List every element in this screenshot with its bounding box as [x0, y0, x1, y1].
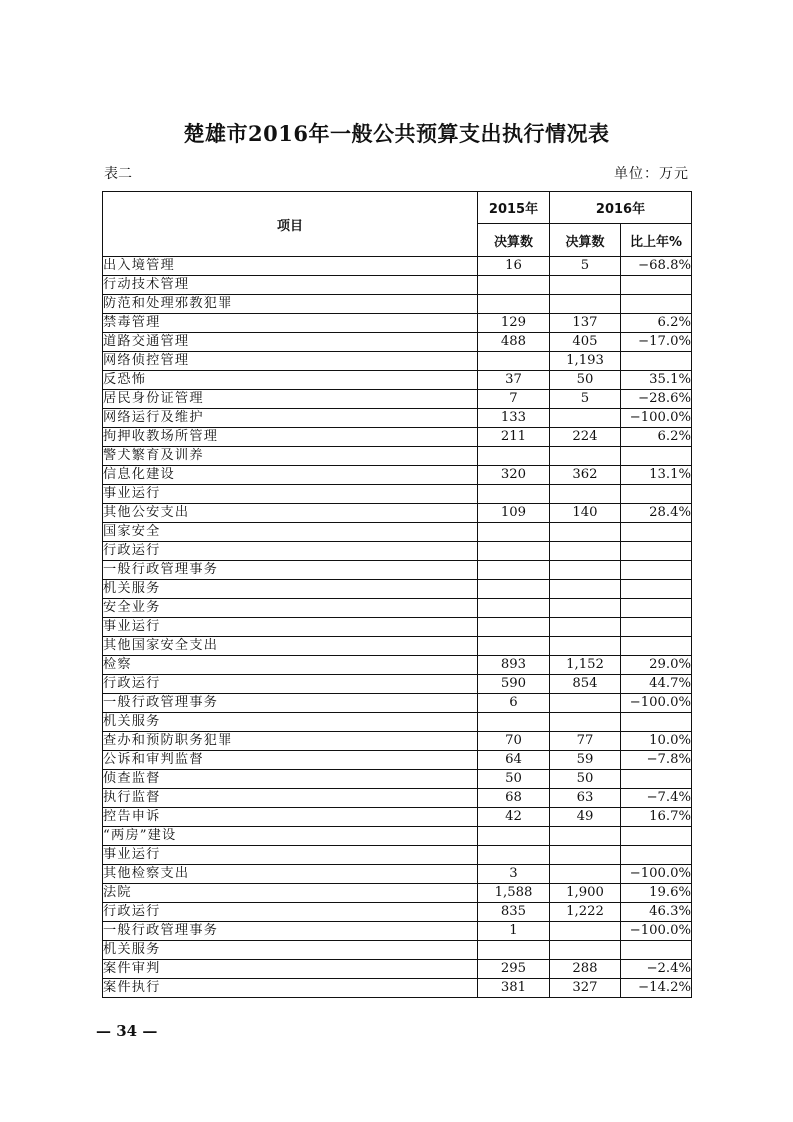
table-row	[103, 523, 692, 542]
table-row	[103, 352, 692, 371]
row-value-2016: 50	[550, 770, 621, 789]
row-value-2015	[478, 713, 550, 732]
row-value-2016	[550, 694, 621, 713]
row-name: 执行监督	[103, 789, 478, 808]
table-row	[103, 979, 692, 998]
row-value-2015: 211	[478, 428, 550, 447]
table-row	[103, 656, 692, 675]
row-name: 禁毒管理	[103, 314, 478, 333]
table-row	[103, 637, 692, 656]
row-value-2015: 50	[478, 770, 550, 789]
table-row	[103, 884, 692, 903]
row-name: 行政运行	[103, 542, 478, 561]
table-row	[103, 333, 692, 352]
row-value-2015	[478, 561, 550, 580]
row-name: 安全业务	[103, 599, 478, 618]
row-value-2015	[478, 827, 550, 846]
row-change: 6.2%	[621, 314, 692, 333]
table-row	[103, 542, 692, 561]
row-change	[621, 580, 692, 599]
row-change: −100.0%	[621, 922, 692, 941]
row-value-2016	[550, 618, 621, 637]
row-name: 信息化建设	[103, 466, 478, 485]
row-value-2015: 7	[478, 390, 550, 409]
row-name: 其他公安支出	[103, 504, 478, 523]
table-row	[103, 618, 692, 637]
row-change	[621, 941, 692, 960]
row-name: 侦查监督	[103, 770, 478, 789]
row-value-2016	[550, 542, 621, 561]
table-label: 表二	[104, 166, 132, 182]
row-name: 一般行政管理事务	[103, 922, 478, 941]
row-value-2016	[550, 941, 621, 960]
row-value-2015: 590	[478, 675, 550, 694]
row-value-2015	[478, 599, 550, 618]
table-row	[103, 504, 692, 523]
row-value-2016	[550, 922, 621, 941]
row-value-2016: 63	[550, 789, 621, 808]
row-value-2015	[478, 485, 550, 504]
row-change: −17.0%	[621, 333, 692, 352]
row-change: 29.0%	[621, 656, 692, 675]
table-row	[103, 941, 692, 960]
row-change	[621, 447, 692, 466]
row-name: 案件审判	[103, 960, 478, 979]
row-name: 一般行政管理事务	[103, 561, 478, 580]
row-name: 机关服务	[103, 713, 478, 732]
row-value-2016: 1,900	[550, 884, 621, 903]
table-body	[103, 257, 692, 998]
table-row	[103, 903, 692, 922]
row-name: 拘押收教场所管理	[103, 428, 478, 447]
header-item: 项目	[103, 192, 478, 257]
row-value-2015: 488	[478, 333, 550, 352]
table-row	[103, 485, 692, 504]
row-value-2015	[478, 295, 550, 314]
row-name: 其他检察支出	[103, 865, 478, 884]
header-final-2016: 决算数	[550, 224, 621, 257]
row-change: 10.0%	[621, 732, 692, 751]
row-value-2016: 59	[550, 751, 621, 770]
row-value-2015	[478, 276, 550, 295]
row-value-2015: 381	[478, 979, 550, 998]
budget-table	[102, 191, 692, 998]
row-change	[621, 637, 692, 656]
row-value-2015: 42	[478, 808, 550, 827]
row-value-2016	[550, 409, 621, 428]
unit-label: 单位：万元	[614, 166, 689, 182]
row-name: 机关服务	[103, 580, 478, 599]
row-value-2015: 893	[478, 656, 550, 675]
row-value-2016	[550, 580, 621, 599]
row-name: 网络运行及维护	[103, 409, 478, 428]
table-row	[103, 751, 692, 770]
table-row	[103, 694, 692, 713]
row-value-2015: 1	[478, 922, 550, 941]
row-value-2016: 288	[550, 960, 621, 979]
row-value-2015	[478, 618, 550, 637]
row-value-2016: 327	[550, 979, 621, 998]
row-value-2016: 5	[550, 390, 621, 409]
row-value-2016: 140	[550, 504, 621, 523]
header-final-2015: 决算数	[478, 224, 550, 257]
row-name: 行政运行	[103, 675, 478, 694]
row-change: 46.3%	[621, 903, 692, 922]
row-value-2015: 68	[478, 789, 550, 808]
row-name: 反恐怖	[103, 371, 478, 390]
row-change: 16.7%	[621, 808, 692, 827]
row-value-2015: 16	[478, 257, 550, 276]
row-name: 公诉和审判监督	[103, 751, 478, 770]
row-name: 道路交通管理	[103, 333, 478, 352]
table-row	[103, 409, 692, 428]
table-row	[103, 770, 692, 789]
row-name: 网络侦控管理	[103, 352, 478, 371]
row-value-2015: 129	[478, 314, 550, 333]
row-change: −7.8%	[621, 751, 692, 770]
table-row	[103, 561, 692, 580]
row-value-2016	[550, 827, 621, 846]
row-name: 居民身份证管理	[103, 390, 478, 409]
row-value-2015: 6	[478, 694, 550, 713]
row-value-2016	[550, 846, 621, 865]
row-value-2015: 835	[478, 903, 550, 922]
row-value-2015: 3	[478, 865, 550, 884]
header-change: 比上年%	[621, 224, 692, 257]
row-change: −68.8%	[621, 257, 692, 276]
row-name: 一般行政管理事务	[103, 694, 478, 713]
row-name: 事业运行	[103, 618, 478, 637]
row-value-2016	[550, 295, 621, 314]
row-change	[621, 561, 692, 580]
row-value-2015: 70	[478, 732, 550, 751]
row-name: 事业运行	[103, 846, 478, 865]
row-name: 行动技术管理	[103, 276, 478, 295]
row-value-2016: 405	[550, 333, 621, 352]
table-row	[103, 846, 692, 865]
row-value-2016	[550, 276, 621, 295]
row-value-2015: 320	[478, 466, 550, 485]
row-change	[621, 618, 692, 637]
table-row	[103, 732, 692, 751]
row-value-2016: 1,152	[550, 656, 621, 675]
row-change: −7.4%	[621, 789, 692, 808]
row-name: “两房”建设	[103, 827, 478, 846]
row-name: 行政运行	[103, 903, 478, 922]
table-header	[103, 192, 692, 257]
row-name: 其他国家安全支出	[103, 637, 478, 656]
row-value-2015	[478, 447, 550, 466]
table-row	[103, 390, 692, 409]
row-change: −100.0%	[621, 694, 692, 713]
header-year-2016: 2016年	[550, 192, 692, 224]
table-row	[103, 675, 692, 694]
row-value-2016: 1,193	[550, 352, 621, 371]
row-name: 机关服务	[103, 941, 478, 960]
table-row	[103, 276, 692, 295]
row-value-2016	[550, 561, 621, 580]
table-row	[103, 295, 692, 314]
row-value-2015: 109	[478, 504, 550, 523]
table-row	[103, 447, 692, 466]
row-value-2016	[550, 713, 621, 732]
row-change: −100.0%	[621, 865, 692, 884]
row-change	[621, 599, 692, 618]
row-value-2016: 50	[550, 371, 621, 390]
row-change: 35.1%	[621, 371, 692, 390]
row-name: 事业运行	[103, 485, 478, 504]
row-value-2015	[478, 941, 550, 960]
row-value-2015	[478, 542, 550, 561]
row-value-2015	[478, 523, 550, 542]
table-row	[103, 599, 692, 618]
row-value-2015	[478, 846, 550, 865]
row-value-2016: 49	[550, 808, 621, 827]
row-change: −100.0%	[621, 409, 692, 428]
page-title: 楚雄市2016年一般公共预算支出执行情况表	[183, 121, 610, 146]
row-name: 案件执行	[103, 979, 478, 998]
row-value-2016	[550, 523, 621, 542]
table-row	[103, 865, 692, 884]
row-name: 防范和处理邪教犯罪	[103, 295, 478, 314]
row-name: 查办和预防职务犯罪	[103, 732, 478, 751]
row-change	[621, 485, 692, 504]
row-change: 6.2%	[621, 428, 692, 447]
row-change	[621, 827, 692, 846]
row-value-2015: 37	[478, 371, 550, 390]
row-value-2015: 133	[478, 409, 550, 428]
row-change: 13.1%	[621, 466, 692, 485]
table-row	[103, 789, 692, 808]
row-value-2016: 5	[550, 257, 621, 276]
row-name: 控告申诉	[103, 808, 478, 827]
row-change: −14.2%	[621, 979, 692, 998]
table-row	[103, 580, 692, 599]
table-row	[103, 808, 692, 827]
row-name: 出入境管理	[103, 257, 478, 276]
row-name: 检察	[103, 656, 478, 675]
row-change	[621, 276, 692, 295]
row-change: −2.4%	[621, 960, 692, 979]
row-change	[621, 523, 692, 542]
page-number: — 34 —	[96, 1022, 158, 1040]
row-value-2015	[478, 580, 550, 599]
row-value-2016: 77	[550, 732, 621, 751]
row-value-2016	[550, 447, 621, 466]
row-change: 19.6%	[621, 884, 692, 903]
row-change: 28.4%	[621, 504, 692, 523]
row-value-2016	[550, 599, 621, 618]
table-row	[103, 428, 692, 447]
row-change: −28.6%	[621, 390, 692, 409]
table-row	[103, 827, 692, 846]
row-name: 法院	[103, 884, 478, 903]
row-value-2016: 1,222	[550, 903, 621, 922]
row-value-2016: 362	[550, 466, 621, 485]
row-value-2015	[478, 637, 550, 656]
row-value-2015: 64	[478, 751, 550, 770]
row-change	[621, 846, 692, 865]
table-row	[103, 314, 692, 333]
table-row	[103, 922, 692, 941]
row-change	[621, 770, 692, 789]
row-change	[621, 352, 692, 371]
row-name: 警犬繁育及训养	[103, 447, 478, 466]
row-value-2016: 854	[550, 675, 621, 694]
row-name: 国家安全	[103, 523, 478, 542]
row-value-2016	[550, 485, 621, 504]
row-value-2015	[478, 352, 550, 371]
table-row	[103, 960, 692, 979]
row-value-2015: 1,588	[478, 884, 550, 903]
row-value-2015: 295	[478, 960, 550, 979]
row-value-2016: 224	[550, 428, 621, 447]
table-row	[103, 713, 692, 732]
table-row	[103, 371, 692, 390]
header-year-2015: 2015年	[478, 192, 550, 224]
row-change	[621, 713, 692, 732]
table-row	[103, 466, 692, 485]
row-change	[621, 542, 692, 561]
row-value-2016: 137	[550, 314, 621, 333]
row-change: 44.7%	[621, 675, 692, 694]
table-row	[103, 257, 692, 276]
row-value-2016	[550, 865, 621, 884]
row-change	[621, 295, 692, 314]
row-value-2016	[550, 637, 621, 656]
